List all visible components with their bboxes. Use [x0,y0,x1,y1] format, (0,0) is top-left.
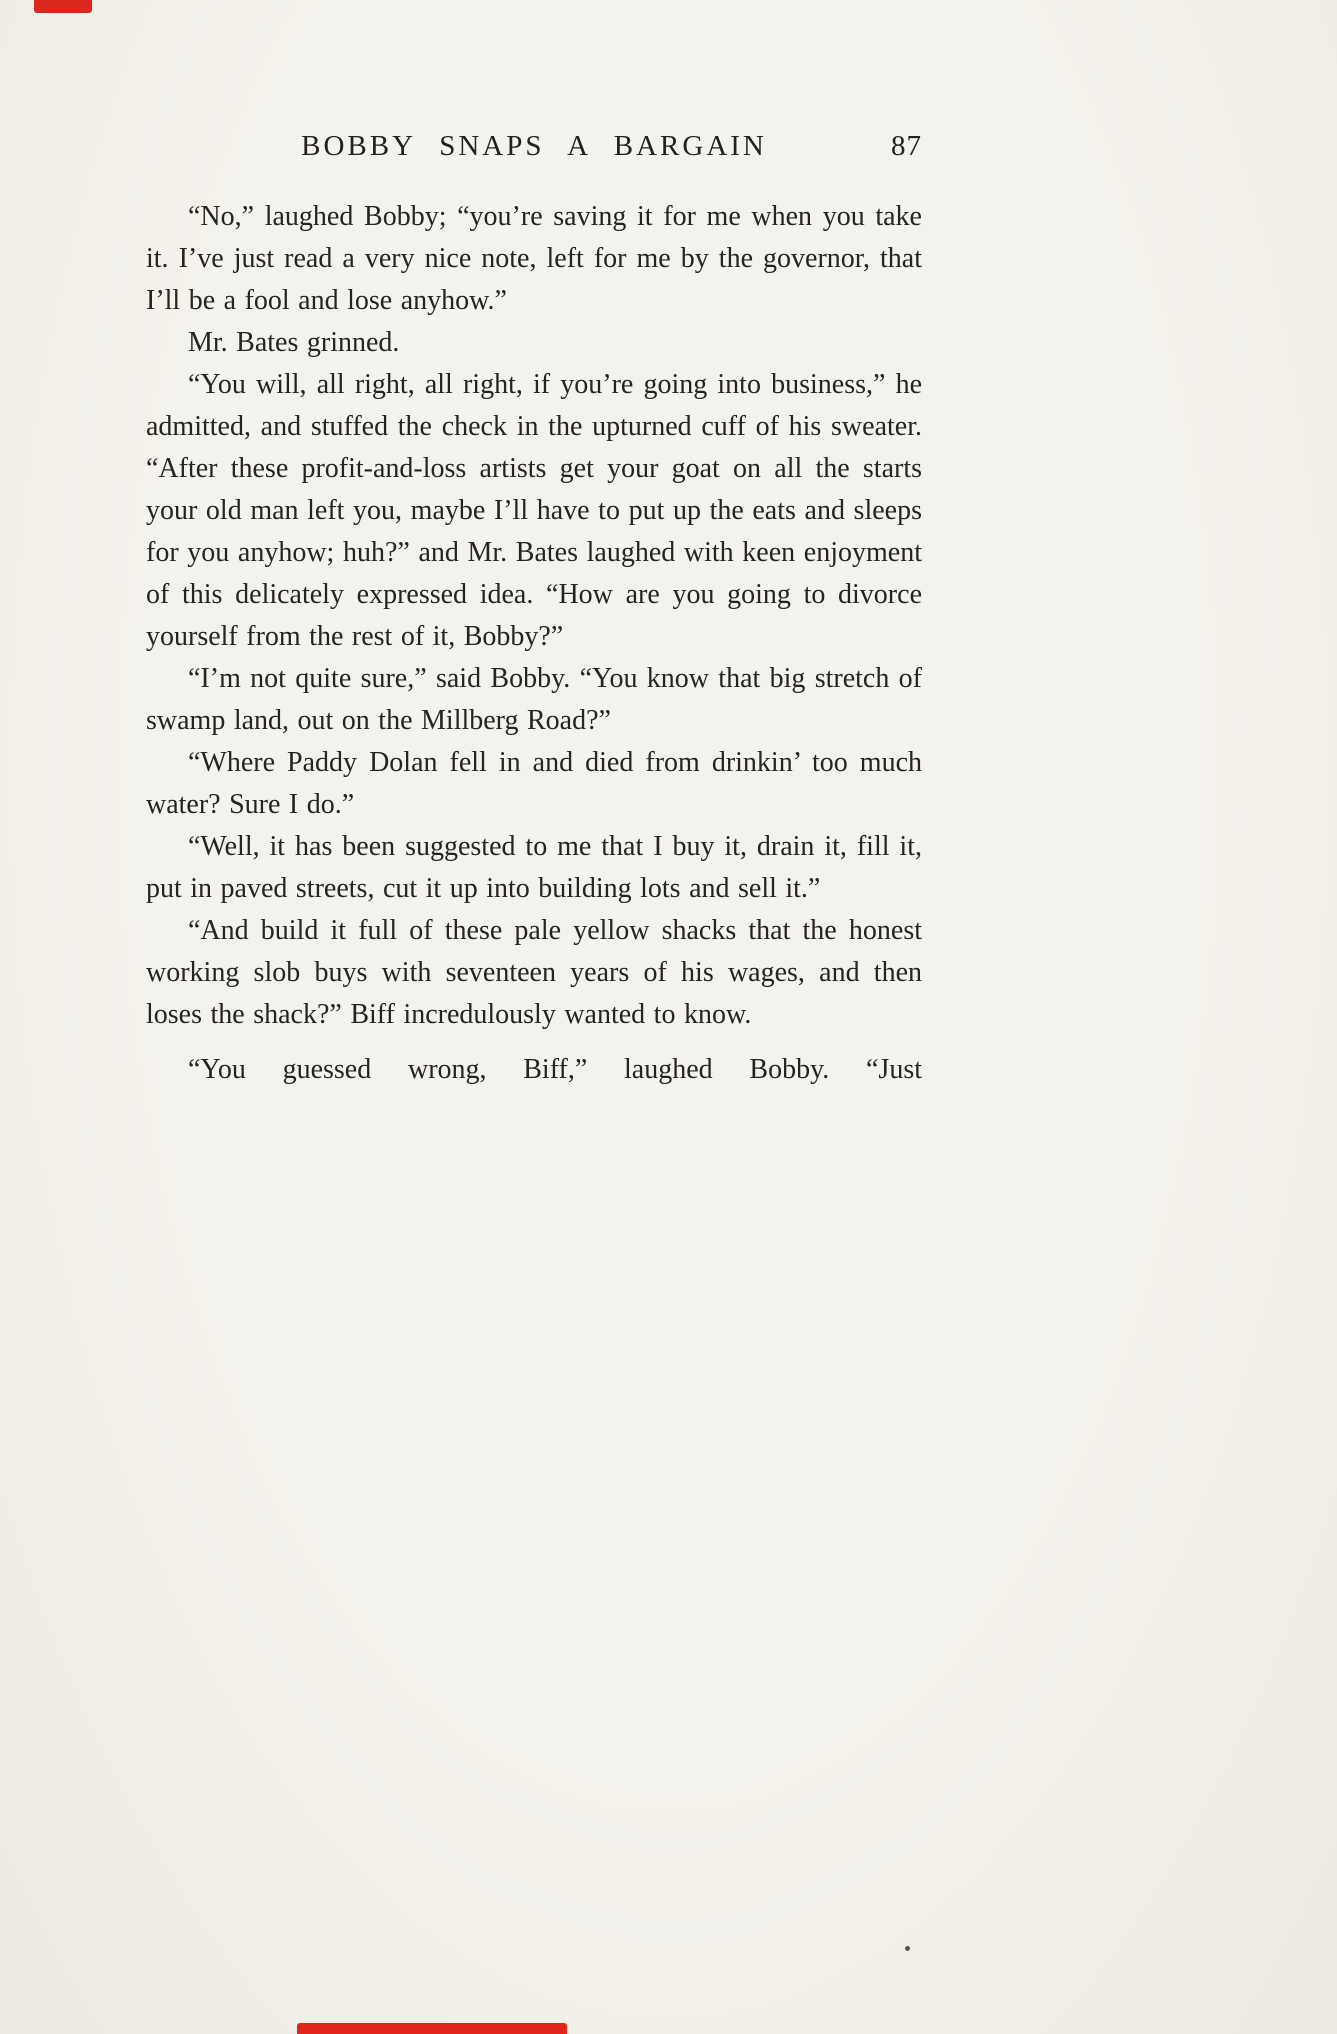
paragraph-3: “You will, all right, all right, if you’re going into business,” he admitted, and stuffed the check in the upturned cuff of his sweater. “After these profit-and-loss artists get your goat on all the starts your old man left you, maybe I’ll have to put up the eats and sleeps for you anyhow; huh?” and Mr. Bates laughed with keen enjoyment of this delicately expressed idea. “How are you going to divorce yourself from the rest of it, Bobby?” [146,369,922,652]
page-number: 87 [891,130,922,162]
body-text [146,196,922,1091]
text-column [146,128,922,1091]
paragraph-8: “You guessed wrong, Biff,” laughed Bobby. “Just [188,1054,922,1085]
ink-speckle [905,1946,910,1951]
scan-artifact-top-red [34,0,92,13]
paragraph-6: “Well, it has been suggested to me that I buy it, drain it, fill it, put in paved streets, cut it up into building lots and sell it.” [146,831,922,904]
running-head-title: BOBBY SNAPS A BARGAIN [301,130,767,162]
scan-artifact-bottom-red [297,2023,567,2034]
paragraph-4: “I’m not quite sure,” said Bobby. “You know that big stretch of swamp land, out on the Millberg Road?” [146,663,922,736]
page-header [146,128,922,164]
paragraph-5: “Where Paddy Dolan fell in and died from drinkin’ too much water? Sure I do.” [146,747,922,820]
paragraph-7: “And build it full of these pale yellow shacks that the honest working slob buys with seventeen years of his wages, and then loses the shack?” Biff incredulously wanted to know. [146,915,922,1030]
paragraph-1: “No,” laughed Bobby; “you’re saving it for me when you take it. I’ve just read a very nice note, left for me by the governor, that I’ll be a fool and lose anyhow.” [146,201,922,316]
paragraph-2: Mr. Bates grinned. [188,327,400,358]
